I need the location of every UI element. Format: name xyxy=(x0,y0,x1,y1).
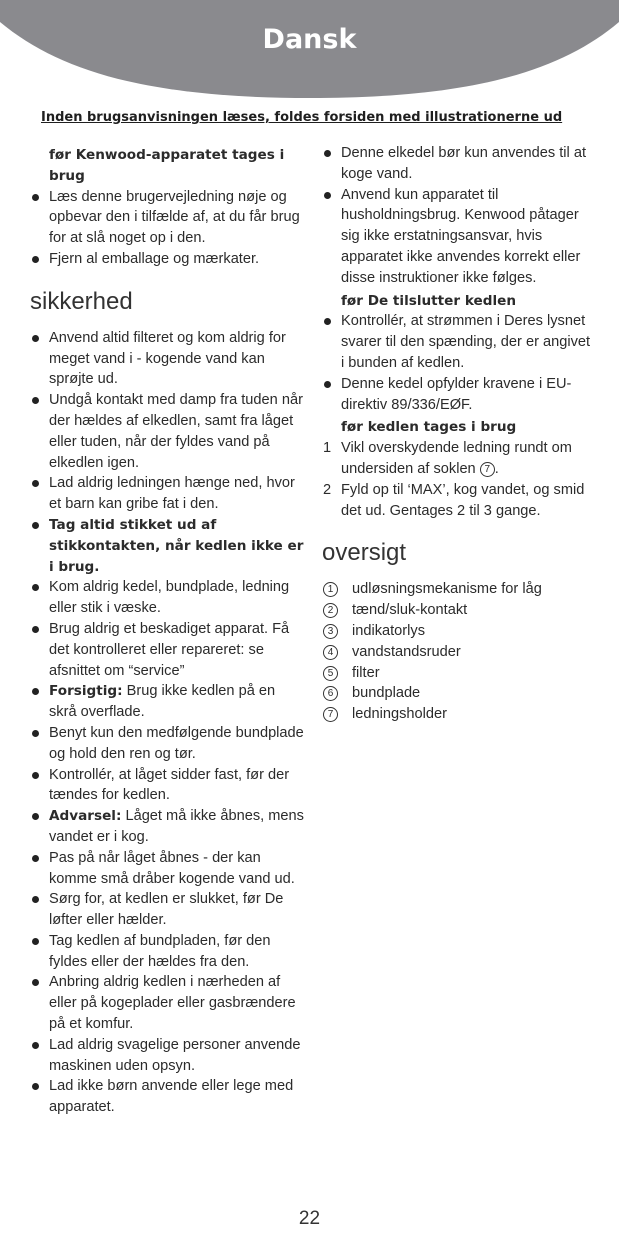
list-item: Læs denne brugervejledning nøje og opbevar den i tilfælde af, at du får brug for at slå noget op i den. xyxy=(30,187,305,249)
fold-out-instruction: Inden brugsanvisningen læses, foldes forsiden med illustrationerne ud xyxy=(41,110,563,125)
step-item: 1 Vikl overskydende ledning rundt om undersiden af soklen 7 . xyxy=(323,440,572,477)
part-number: 3 xyxy=(323,624,338,639)
step-number: 1 xyxy=(323,440,332,457)
overview-item: 3 indikatorlys xyxy=(322,621,597,642)
part-reference-number: 7 xyxy=(480,462,495,477)
list-item: Tag altid stikket ud af stikkontakten, når kedlen ikke er i brug. xyxy=(30,515,305,577)
overview-item: 1 udløsningsmekanisme for låg xyxy=(322,579,597,600)
part-number: 7 xyxy=(323,707,338,722)
list-item: Pas på når låget åbnes - der kan komme små dråber kogende vand ud. xyxy=(30,848,305,890)
list-item: Lad aldrig ledningen hænge ned, hvor et barn kan gribe fat i den. xyxy=(30,473,305,515)
overview-heading: oversigt xyxy=(322,539,407,567)
step-item: 2 Fyld op til ‘MAX’, kog vandet, og smid det ud. Gentages 2 til 3 gange. xyxy=(323,481,585,519)
step-number: 2 xyxy=(323,481,332,498)
overview-item: 2 tænd/sluk-kontakt xyxy=(322,600,597,621)
language-title: Dansk xyxy=(262,24,357,55)
overview-list xyxy=(322,579,597,725)
right-column xyxy=(322,143,597,725)
part-number: 4 xyxy=(323,645,338,660)
list-item: Lad ikke børn anvende eller lege med apparatet. xyxy=(30,1076,305,1118)
overview-item: 7 ledningsholder xyxy=(322,704,597,725)
first-use-steps xyxy=(322,438,597,521)
list-item: Lad aldrig svagelige personer anvende maskinen uden opsyn. xyxy=(30,1035,305,1077)
list-item: Denne kedel opfylder kravene i EU-direktiv 89/336/EØF. xyxy=(322,374,597,416)
safety-list xyxy=(30,328,305,1118)
connect-heading: før De tilslutter kedlen xyxy=(341,292,517,309)
overview-item: 6 bundplade xyxy=(322,683,597,704)
list-item: Anvend kun apparatet til husholdningsbrug. Kenwood påtager sig ikke erstatningsansvar, hvis apparatet ikke anvendes korrekt eller disse instruktioner ikke følges. xyxy=(322,185,597,289)
before-use-heading: før Kenwood-apparatet tages i brug xyxy=(49,147,285,184)
list-item: Anvend altid filteret og kom aldrig for meget vand i - kogende vand kan sprøjte ud. xyxy=(30,328,305,390)
list-item: Undgå kontakt med damp fra tuden når der hældes af elkedlen, samt fra låget eller tuden, når der fyldes vand på elkedlen igen. xyxy=(30,390,305,473)
list-item: Kontrollér, at strømmen i Deres lysnet svarer til den spænding, der er angivet i bunden af kedlen. xyxy=(322,311,597,373)
list-item: Advarsel: Låget må ikke åbnes, mens vandet er i kog. xyxy=(30,806,305,848)
list-item: Kontrollér, at låget sidder fast, før der tændes for kedlen. xyxy=(30,765,305,807)
header-banner xyxy=(0,0,619,100)
connect-list xyxy=(322,311,597,415)
list-item: Forsigtig: Brug ikke kedlen på en skrå overflade. xyxy=(30,681,305,723)
list-item: Tag kedlen af bundpladen, før den fyldes eller der hældes fra den. xyxy=(30,931,305,973)
part-number: 6 xyxy=(323,686,338,701)
before-use-list xyxy=(30,187,305,270)
safety-heading: sikkerhed xyxy=(30,287,133,315)
list-item: Sørg for, at kedlen er slukket, før De løfter eller hælder. xyxy=(30,889,305,931)
list-item: Brug aldrig et beskadiget apparat. Få det kontrolleret eller repareret: se afsnittet om “service” xyxy=(30,619,305,681)
list-item: Denne elkedel bør kun anvendes til at koge vand. xyxy=(322,143,597,185)
part-number: 1 xyxy=(323,582,338,597)
overview-item: 5 filter xyxy=(322,663,597,684)
page-number: 22 xyxy=(298,1208,321,1229)
first-use-heading: før kedlen tages i brug xyxy=(341,419,517,436)
list-item: Anbring aldrig kedlen i nærheden af eller på kogeplader eller gasbrændere på et komfur. xyxy=(30,972,305,1034)
overview-item: 4 vandstandsruder xyxy=(322,642,597,663)
list-item: Kom aldrig kedel, bundplade, ledning eller stik i væske. xyxy=(30,577,305,619)
usage-list xyxy=(322,143,597,289)
list-item: Benyt kun den medfølgende bundplade og hold den ren og tør. xyxy=(30,723,305,765)
part-number: 2 xyxy=(323,603,338,618)
left-column xyxy=(30,143,305,1118)
list-item: Fjern al emballage og mærkater. xyxy=(30,249,305,270)
part-number: 5 xyxy=(323,666,338,681)
